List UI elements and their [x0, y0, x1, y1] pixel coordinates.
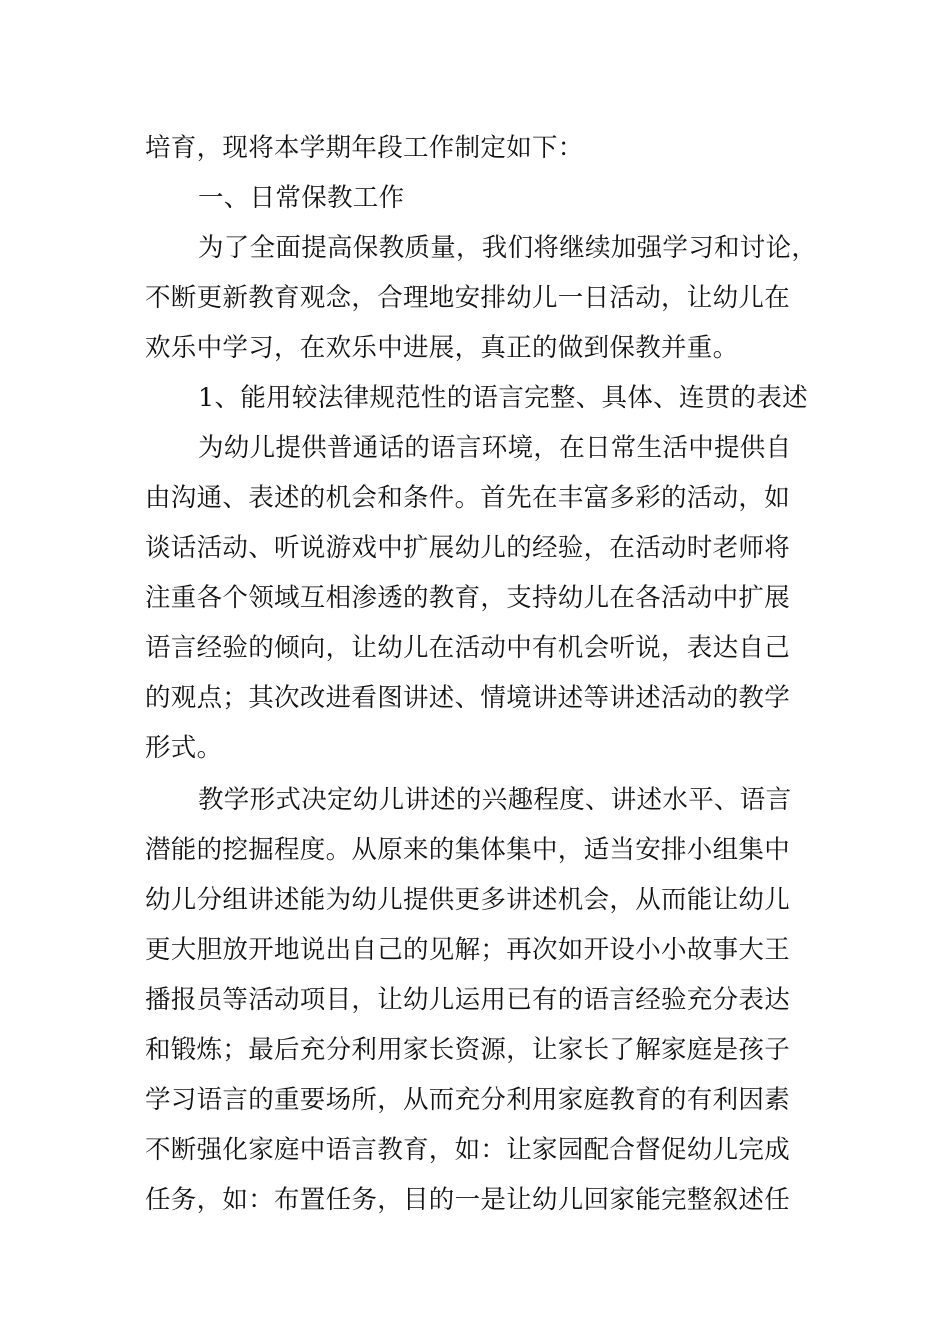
text-line: 语言经验的倾向，让幼儿在活动中有机会听说，表达自己 [145, 633, 791, 663]
text-line: 播报员等活动项目，让幼儿运用已有的语言经验充分表达 [145, 985, 791, 1015]
text-line: 为了全面提高保教质量，我们将继续加强学习和讨论， [198, 233, 818, 263]
text-line: 欢乐中学习，在欢乐中进展，真正的做到保教并重。 [145, 333, 739, 363]
text-line: 幼儿分组讲述能为幼儿提供更多讲述机会，从而能让幼儿 [145, 885, 791, 915]
text-line: 为幼儿提供普通话的语言环境，在日常生活中提供自 [198, 433, 792, 463]
text-line: 注重各个领域互相渗透的教育，支持幼儿在各活动中扩展 [145, 583, 791, 613]
text-line: 形式。 [145, 733, 223, 763]
section-heading: 一、日常保教工作 [198, 183, 405, 213]
text-line: 谈话活动、听说游戏中扩展幼儿的经验，在活动时老师将 [145, 533, 791, 563]
text-line: 潜能的挖掘程度。从原来的集体集中，适当安排小组集中 [145, 835, 791, 865]
text-line: 更大胆放开地说出自己的见解；再次如开设小小故事大王 [145, 935, 791, 965]
text-line: 不断更新教育观念，合理地安排幼儿一日活动，让幼儿在 [145, 283, 791, 313]
text-line: 教学形式决定幼儿讲述的兴趣程度、讲述水平、语言 [198, 785, 792, 815]
text-line: 培育，现将本学期年段工作制定如下： [145, 133, 584, 163]
subsection-heading: 1、能用较法律规范性的语言完整、具体、连贯的表述 [198, 383, 808, 413]
text-line: 不断强化家庭中语言教育，如：让家园配合督促幼儿完成 [145, 1135, 791, 1165]
text-line: 和锻炼；最后充分利用家长资源，让家长了解家庭是孩子 [145, 1035, 791, 1065]
text-line: 学习语言的重要场所，从而充分利用家庭教育的有利因素 [145, 1085, 791, 1115]
text-line: 任务，如：布置任务，目的一是让幼儿回家能完整叙述任 [145, 1185, 791, 1215]
text-line: 由沟通、表述的机会和条件。首先在丰富多彩的活动，如 [145, 483, 791, 513]
text-line: 的观点；其次改进看图讲述、情境讲述等讲述活动的教学 [145, 683, 791, 713]
